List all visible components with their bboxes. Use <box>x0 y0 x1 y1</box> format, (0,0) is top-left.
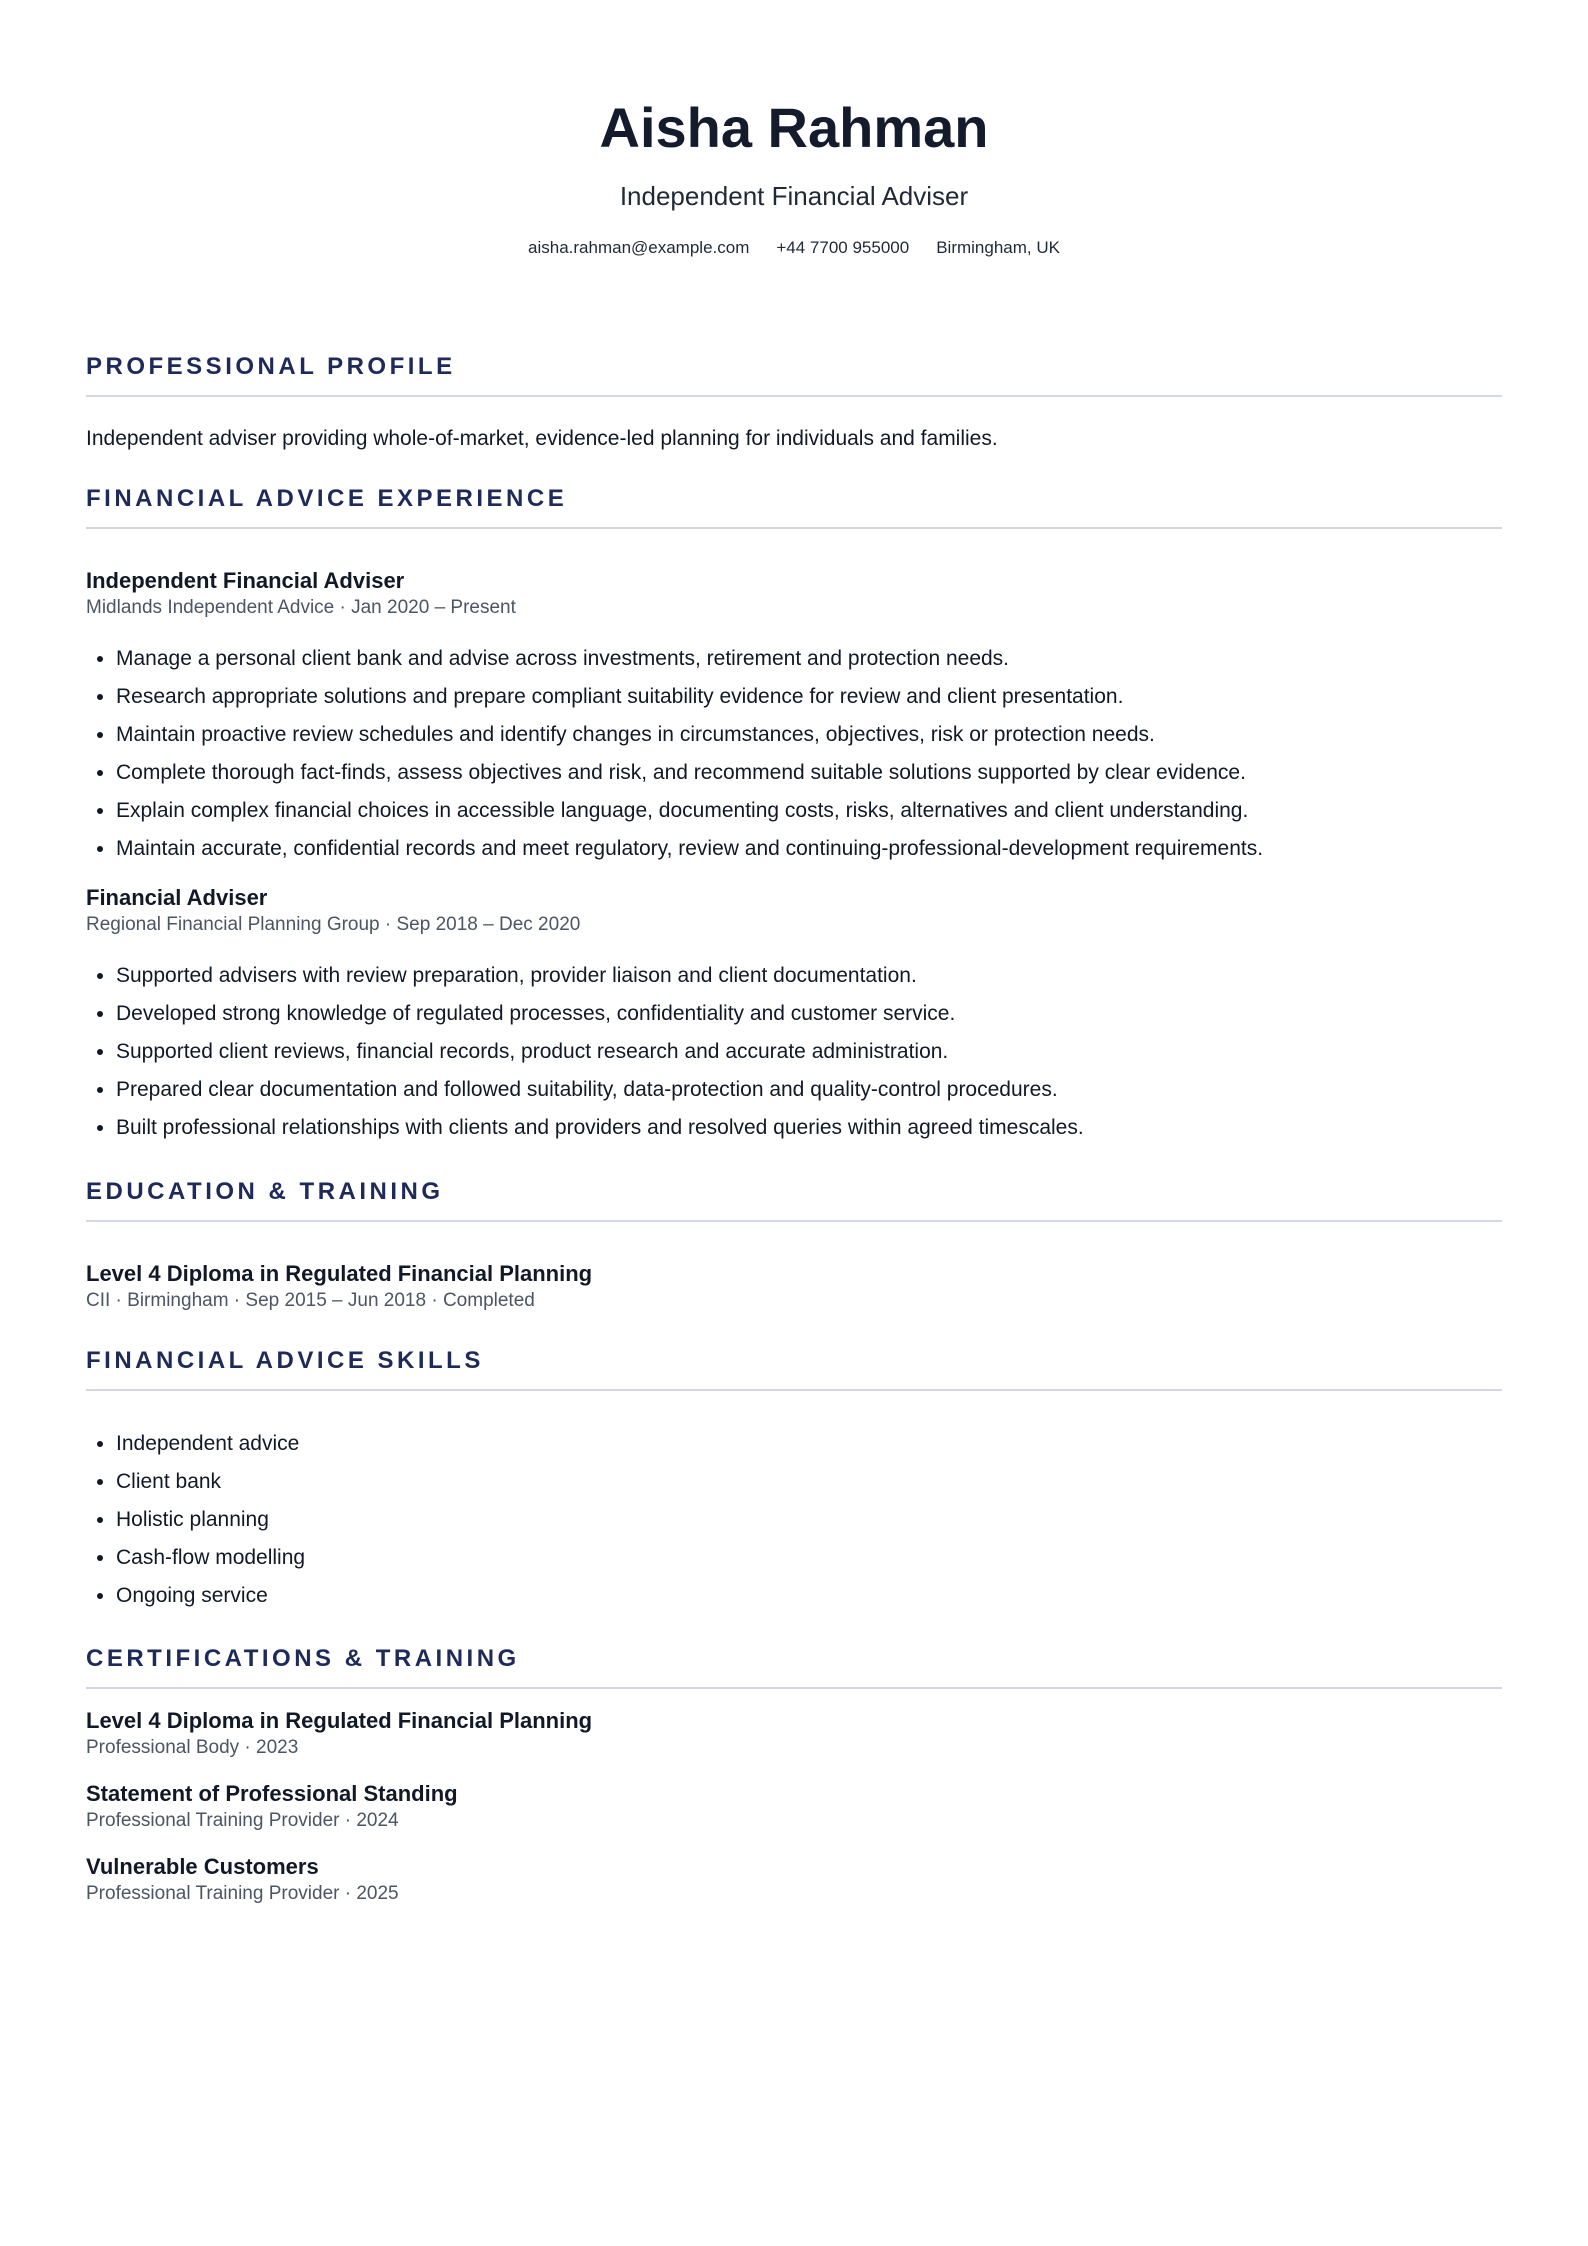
list-item: • Manage a personal client bank and advise across investments, retirement and protection needs. <box>116 640 1502 678</box>
certifications-section <box>86 1644 1502 1907</box>
education-meta: CII · Birmingham · Sep 2015 – Jun 2018 · Completed <box>86 1290 535 1311</box>
section-title-profile: PROFESSIONAL PROFILE <box>86 353 456 380</box>
job-bullets <box>86 640 1502 868</box>
education-section <box>86 1177 1502 1314</box>
profile-section <box>86 352 1502 454</box>
skill-item: • Independent advice <box>116 1425 1502 1463</box>
skills-section <box>86 1346 1502 1615</box>
certification-name: Vulnerable Customers <box>86 1854 319 1879</box>
section-divider <box>86 1389 1502 1391</box>
certification-name: Level 4 Diploma in Regulated Financial Planning <box>86 1708 593 1733</box>
list-item: • Maintain proactive review schedules and identify changes in circumstances, objectives, risk or protection needs. <box>116 716 1502 754</box>
list-item: • Research appropriate solutions and prepare compliant suitability evidence for review and client presentation. <box>116 678 1502 716</box>
contact-phone[interactable]: +44 7700 955000 <box>776 238 910 257</box>
experience-section <box>86 484 1502 1147</box>
education-entry <box>86 1260 1502 1314</box>
job-entry <box>86 884 1502 1147</box>
list-item: • Developed strong knowledge of regulated processes, confidentiality and customer service. <box>116 995 1502 1033</box>
list-item: • Supported client reviews, financial records, product research and accurate administration. <box>116 1033 1502 1071</box>
job-role: Independent Financial Adviser <box>86 568 405 593</box>
skill-item: • Client bank <box>116 1463 1502 1501</box>
job-meta: Midlands Independent Advice · Jan 2020 – Present <box>86 597 516 618</box>
list-item: • Complete thorough fact-finds, assess objectives and risk, and recommend suitable solutions supported by clear evidence. <box>116 754 1502 792</box>
certification-meta: Professional Training Provider · 2025 <box>86 1883 399 1904</box>
list-item: • Maintain accurate, confidential records and meet regulatory, review and continuing-professional-development requirements. <box>116 830 1502 868</box>
list-item: • Built professional relationships with clients and providers and resolved queries within agreed timescales. <box>116 1109 1502 1147</box>
list-item: • Prepared clear documentation and followed suitability, data-protection and quality-control procedures. <box>116 1071 1502 1109</box>
certification-entry <box>86 1853 1502 1907</box>
candidate-name: Aisha Rahman <box>599 96 989 159</box>
section-title-experience: FINANCIAL ADVICE EXPERIENCE <box>86 485 568 512</box>
profile-text: Independent adviser providing whole-of-market, evidence-led planning for individuals and families. <box>86 427 998 450</box>
contact-email[interactable]: aisha.rahman@example.com <box>528 238 750 257</box>
certification-meta: Professional Body · 2023 <box>86 1737 299 1758</box>
certification-entry <box>86 1780 1502 1834</box>
list-item: • Explain complex financial choices in accessible language, documenting costs, risks, alternatives and client understanding. <box>116 792 1502 830</box>
job-meta: Regional Financial Planning Group · Sep 2018 – Dec 2020 <box>86 914 581 935</box>
job-bullets <box>86 957 1502 1147</box>
contact-location: Birmingham, UK <box>936 238 1060 257</box>
skill-item: • Cash-flow modelling <box>116 1539 1502 1577</box>
section-title-education: EDUCATION & TRAINING <box>86 1178 444 1205</box>
certification-entry <box>86 1707 1502 1761</box>
skill-item: • Ongoing service <box>116 1577 1502 1615</box>
section-title-skills: FINANCIAL ADVICE SKILLS <box>86 1347 484 1374</box>
certification-meta: Professional Training Provider · 2024 <box>86 1810 399 1831</box>
education-name: Level 4 Diploma in Regulated Financial Planning <box>86 1261 593 1286</box>
resume-header <box>86 0 1502 258</box>
section-divider <box>86 1220 1502 1222</box>
section-divider <box>86 527 1502 529</box>
candidate-headline: Independent Financial Adviser <box>619 181 969 211</box>
skill-item: • Holistic planning <box>116 1501 1502 1539</box>
job-role: Financial Adviser <box>86 885 268 910</box>
job-entry <box>86 567 1502 868</box>
list-item: • Supported advisers with review preparation, provider liaison and client documentation. <box>116 957 1502 995</box>
contact-line <box>86 238 1502 258</box>
section-divider <box>86 1687 1502 1689</box>
section-title-certifications: CERTIFICATIONS & TRAINING <box>86 1645 520 1672</box>
certification-name: Statement of Professional Standing <box>86 1781 458 1806</box>
section-divider <box>86 395 1502 397</box>
skills-list <box>86 1425 1502 1615</box>
